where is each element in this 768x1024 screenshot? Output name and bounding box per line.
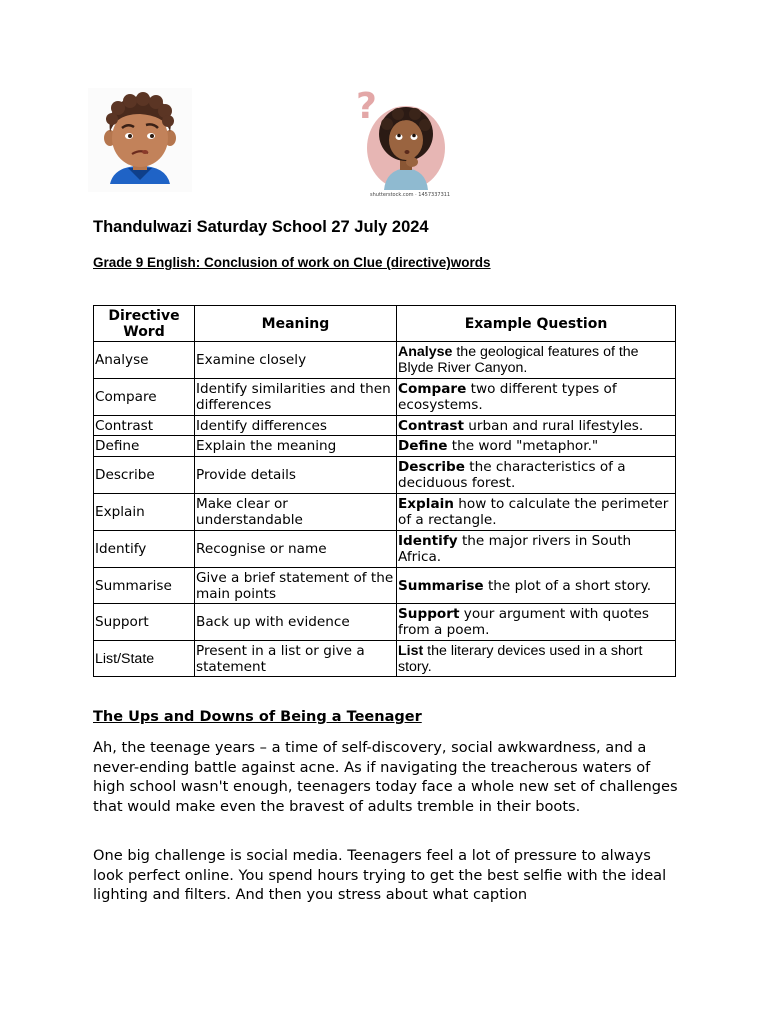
table-row — [94, 494, 676, 531]
svg-text:?: ? — [356, 86, 377, 127]
article-paragraph: One big challenge is social media. Teenagers feel a lot of pressure to always look perfect online. You spend hours trying to get the best selfie with the ideal lighting and filters. And then you stress about what caption — [93, 847, 667, 904]
table-row — [94, 342, 676, 379]
example-text: the geological features of the Blyde River Canyon. — [398, 344, 639, 376]
example-keyword: Describe — [398, 459, 465, 475]
table-row — [94, 568, 676, 604]
page-title: Thandulwazi Saturday School 27 July 2024 — [93, 218, 429, 236]
example-text: your argument with quotes from a poem. — [398, 606, 649, 638]
directive-word-cell: Support — [94, 604, 195, 641]
example-text: the characteristics of a deciduous forest. — [398, 459, 626, 491]
example-text: urban and rural lifestyles. — [463, 417, 644, 434]
table-row — [94, 604, 676, 641]
example-text: the literary devices used in a short story. — [398, 642, 643, 675]
table-row — [94, 416, 676, 436]
meaning-cell: Make clear or understandable — [195, 494, 397, 531]
confused-boy-illustration — [88, 88, 192, 192]
article-paragraph: Ah, the teenage years – a time of self-discovery, social awkwardness, and a never-ending battle against acne. As if navigating the treacherous waters of high school wasn't enough, teenagers today face a whole new set of challenges that would make even the bravest of adults tremble in their boots. — [93, 739, 678, 815]
directive-word-cell: List/State — [94, 641, 195, 677]
table-row — [94, 457, 676, 494]
header-directive-word: Directive Word — [94, 306, 195, 342]
table-row — [94, 436, 676, 457]
header-example-question: Example Question — [397, 306, 676, 342]
example-text: the major rivers in South Africa. — [398, 533, 632, 565]
example-cell — [397, 531, 676, 568]
table-row — [94, 379, 676, 416]
meaning-cell: Identify differences — [195, 416, 397, 436]
meaning-cell: Examine closely — [195, 342, 397, 379]
page-subtitle: Grade 9 English: Conclusion of work on Clue (directive)words — [93, 255, 491, 270]
meaning-cell: Back up with evidence — [195, 604, 397, 641]
thinking-girl-illustration — [354, 84, 450, 200]
meaning-cell: Recognise or name — [195, 531, 397, 568]
example-keyword: Define — [398, 438, 448, 454]
meaning-cell: Present in a list or give a statement — [195, 641, 397, 677]
table-row — [94, 531, 676, 568]
example-text: the plot of a short story. — [483, 577, 652, 594]
example-cell — [397, 457, 676, 494]
table-row — [94, 641, 676, 677]
directive-words-table — [93, 305, 676, 677]
article-heading: The Ups and Downs of Being a Teenager — [93, 709, 422, 725]
directive-word-cell: Define — [94, 436, 195, 457]
example-keyword: Compare — [398, 381, 467, 397]
meaning-cell: Explain the meaning — [195, 436, 397, 457]
example-keyword: Identify — [398, 533, 458, 549]
meaning-cell: Give a brief statement of the main points — [195, 568, 397, 604]
image-credit: shutterstock.com · 1457337311 — [370, 192, 451, 198]
example-cell — [397, 342, 676, 379]
example-cell — [397, 436, 676, 457]
example-cell — [397, 641, 676, 677]
example-keyword: Support — [398, 606, 460, 622]
directive-word-cell: Identify — [94, 531, 195, 568]
directive-word-cell: Explain — [94, 494, 195, 531]
example-text: the word "metaphor." — [447, 438, 599, 454]
example-cell — [397, 494, 676, 531]
example-keyword: Analyse — [398, 344, 453, 360]
example-cell — [397, 416, 676, 436]
table-header-row — [94, 306, 676, 342]
directive-word-cell: Describe — [94, 457, 195, 494]
example-text: two different types of ecosystems. — [398, 381, 617, 413]
example-text: how to calculate the perimeter of a rectangle. — [398, 496, 669, 528]
directive-word-cell: Contrast — [94, 416, 195, 436]
directive-word-cell: Analyse — [94, 342, 195, 379]
example-keyword: Contrast — [398, 417, 464, 434]
directive-word-cell: Summarise — [94, 568, 195, 604]
meaning-cell: Provide details — [195, 457, 397, 494]
example-cell — [397, 604, 676, 641]
example-keyword: Summarise — [398, 577, 484, 594]
directive-word-cell: Compare — [94, 379, 195, 416]
example-cell — [397, 568, 676, 604]
meaning-cell: Identify similarities and then differences — [195, 379, 397, 416]
example-keyword: List — [398, 642, 424, 659]
example-keyword: Explain — [398, 496, 454, 512]
header-meaning: Meaning — [195, 306, 397, 342]
example-cell — [397, 379, 676, 416]
